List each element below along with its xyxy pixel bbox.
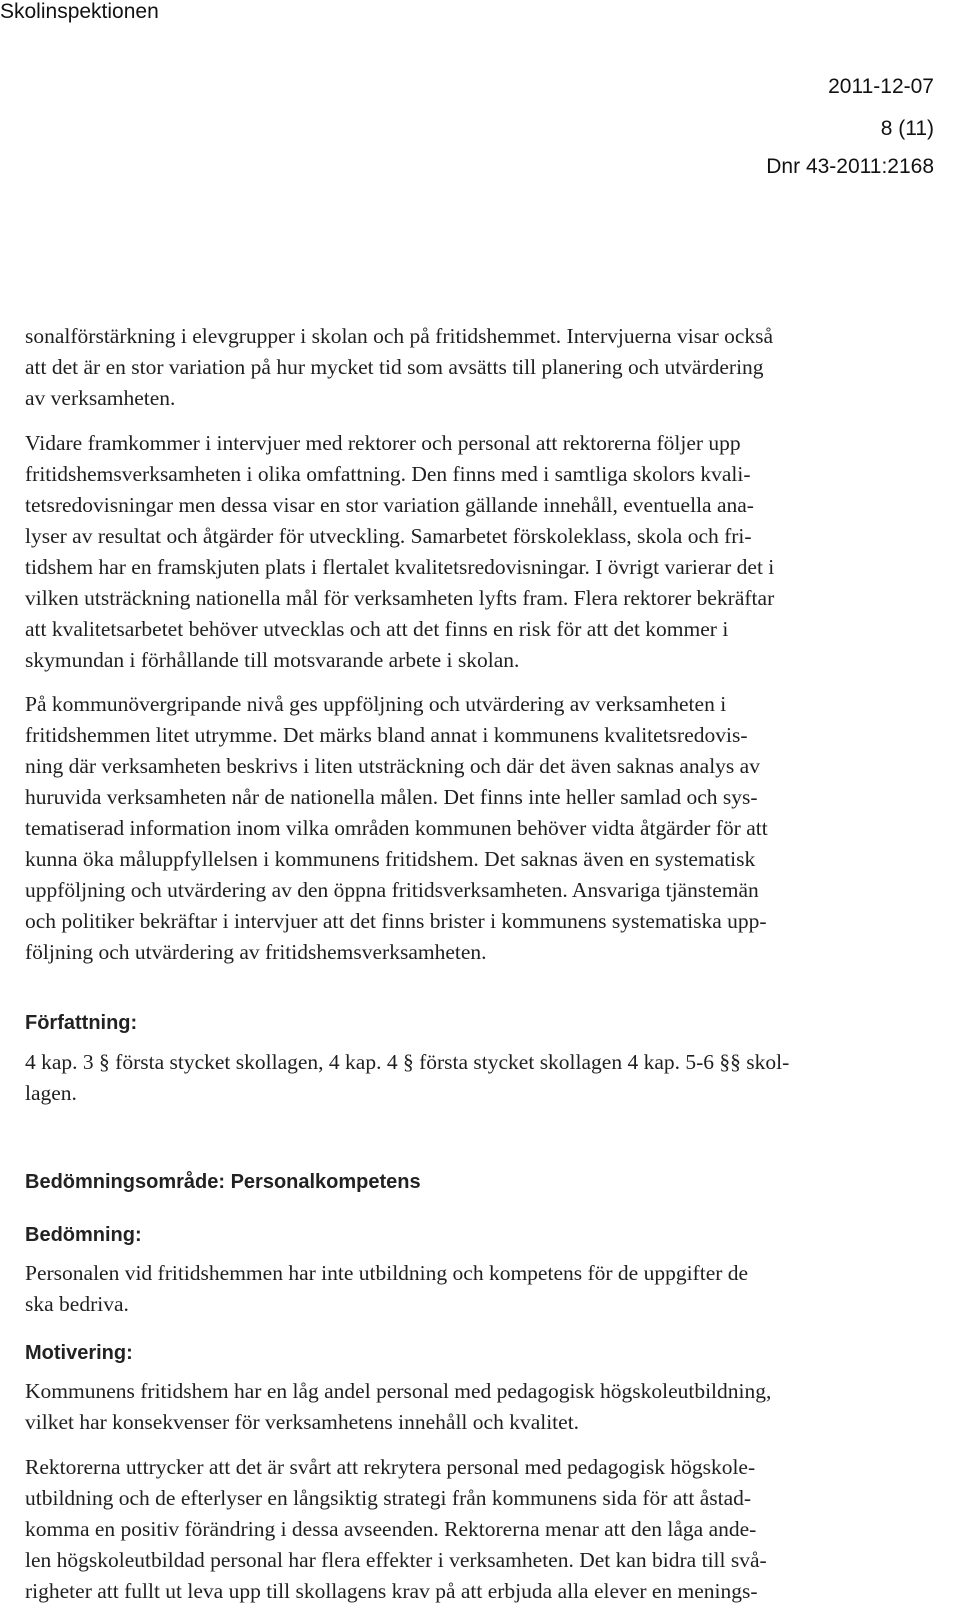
text-line: skymundan i förhållande till motsvarande arbete i skolan.	[25, 648, 520, 672]
reference-number: Dnr 43-2011:2168	[766, 155, 934, 178]
text-line: kunna öka måluppfyllelsen i kommunens fritidshem. Det saknas även en systematisk	[25, 847, 756, 871]
text-line: att kvalitetsarbetet behöver utvecklas och att det finns en risk för att det kommer i	[25, 617, 729, 641]
paragraph-2	[25, 428, 937, 676]
text-line: utbildning och de efterlyser en långsiktig strategi från kommunens sida för att åstad-	[25, 1486, 752, 1510]
document-date: 2011-12-07	[828, 75, 934, 98]
text-line: att det är en stor variation på hur mycket tid som avsätts till planering och utvärdering	[25, 355, 764, 379]
text-line: tetsredovisningar men dessa visar en stor variation gällande innehåll, eventuella ana-	[25, 493, 754, 517]
text-line: lyser av resultat och åtgärder för utveckling. Samarbetet förskoleklass, skola och fri-	[25, 524, 752, 548]
motivering-heading: Motivering:	[25, 1342, 133, 1364]
text-line: av verksamheten.	[25, 386, 176, 410]
paragraph-3	[25, 689, 937, 968]
text-line: Kommunens fritidshem har en låg andel personal med pedagogisk högskoleutbildning,	[25, 1379, 772, 1403]
text-line: 4 kap. 3 § första stycket skollagen, 4 kap. 4 § första stycket skollagen 4 kap. 5-6 §§ skol-	[25, 1050, 790, 1074]
paragraph-1	[25, 321, 937, 414]
text-line: Vidare framkommer i intervjuer med rektorer och personal att rektorerna följer upp	[25, 431, 741, 455]
text-line: fritidshemmen litet utrymme. Det märks bland annat i kommunens kvalitetsredovis-	[25, 723, 748, 747]
text-line: Rektorerna uttrycker att det är svårt att rekrytera personal med pedagogisk högskole-	[25, 1455, 756, 1479]
bedomning-heading: Bedömning:	[25, 1224, 142, 1246]
text-line: vilken utsträckning nationella mål för verksamheten lyfts fram. Flera rektorer bekräftar	[25, 586, 775, 610]
text-line: fritidshemsverksamheten i olika omfattning. Den finns med i samtliga skolors kvali-	[25, 462, 751, 486]
text-line: och politiker bekräftar i intervjuer att det finns brister i kommunens systematiska upp-	[25, 909, 767, 933]
text-line: komma en positiv förändring i dessa avseenden. Rektorerna menar att den låga ande-	[25, 1517, 757, 1541]
motivering-paragraph-1	[25, 1376, 937, 1438]
text-line: På kommunövergripande nivå ges uppföljning och utvärdering av verksamheten i	[25, 692, 727, 716]
page-number: 8 (11)	[880, 117, 934, 140]
text-line: ning där verksamheten beskrivs i liten utsträckning och där det även saknas analys av	[25, 754, 760, 778]
text-line: följning och utvärdering av fritidshemsverksamheten.	[25, 940, 487, 964]
text-line: len högskoleutbildad personal har flera effekter i verksamheten. Det kan bidra till svå-	[25, 1548, 767, 1572]
text-line: Personalen vid fritidshemmen har inte utbildning och kompetens för de uppgifter de	[25, 1261, 749, 1285]
assessment-area-heading: Bedömningsområde: Personalkompetens	[25, 1171, 421, 1193]
text-line: tidshem har en framskjuten plats i flertalet kvalitetsredovisningar. I övrigt varierar det i	[25, 555, 775, 579]
forfattning-text	[25, 1047, 937, 1109]
text-line: lagen.	[25, 1081, 77, 1105]
forfattning-heading: Författning:	[25, 1012, 138, 1034]
text-line: huruvida verksamheten når de nationella målen. Det finns inte heller samlad och sys-	[25, 785, 758, 809]
text-line: uppföljning och utvärdering av den öppna fritidsverksamheten. Ansvariga tjänstemän	[25, 878, 759, 902]
bedomning-text	[25, 1258, 937, 1320]
text-line: vilket har konsekvenser för verksamhetens innehåll och kvalitet.	[25, 1410, 580, 1434]
text-line: sonalförstärkning i elevgrupper i skolan och på fritidshemmet. Intervjuerna visar också	[25, 324, 774, 348]
text-line: righeter att fullt ut leva upp till skollagens krav på att erbjuda alla elever en menings-	[25, 1579, 758, 1603]
text-line: ska bedriva.	[25, 1292, 129, 1316]
text-line: tematiserad information inom vilka områden kommunen behöver vidta åtgärder för att	[25, 816, 768, 840]
organization-name: Skolinspektionen	[0, 0, 159, 23]
motivering-paragraph-2	[25, 1452, 937, 1607]
